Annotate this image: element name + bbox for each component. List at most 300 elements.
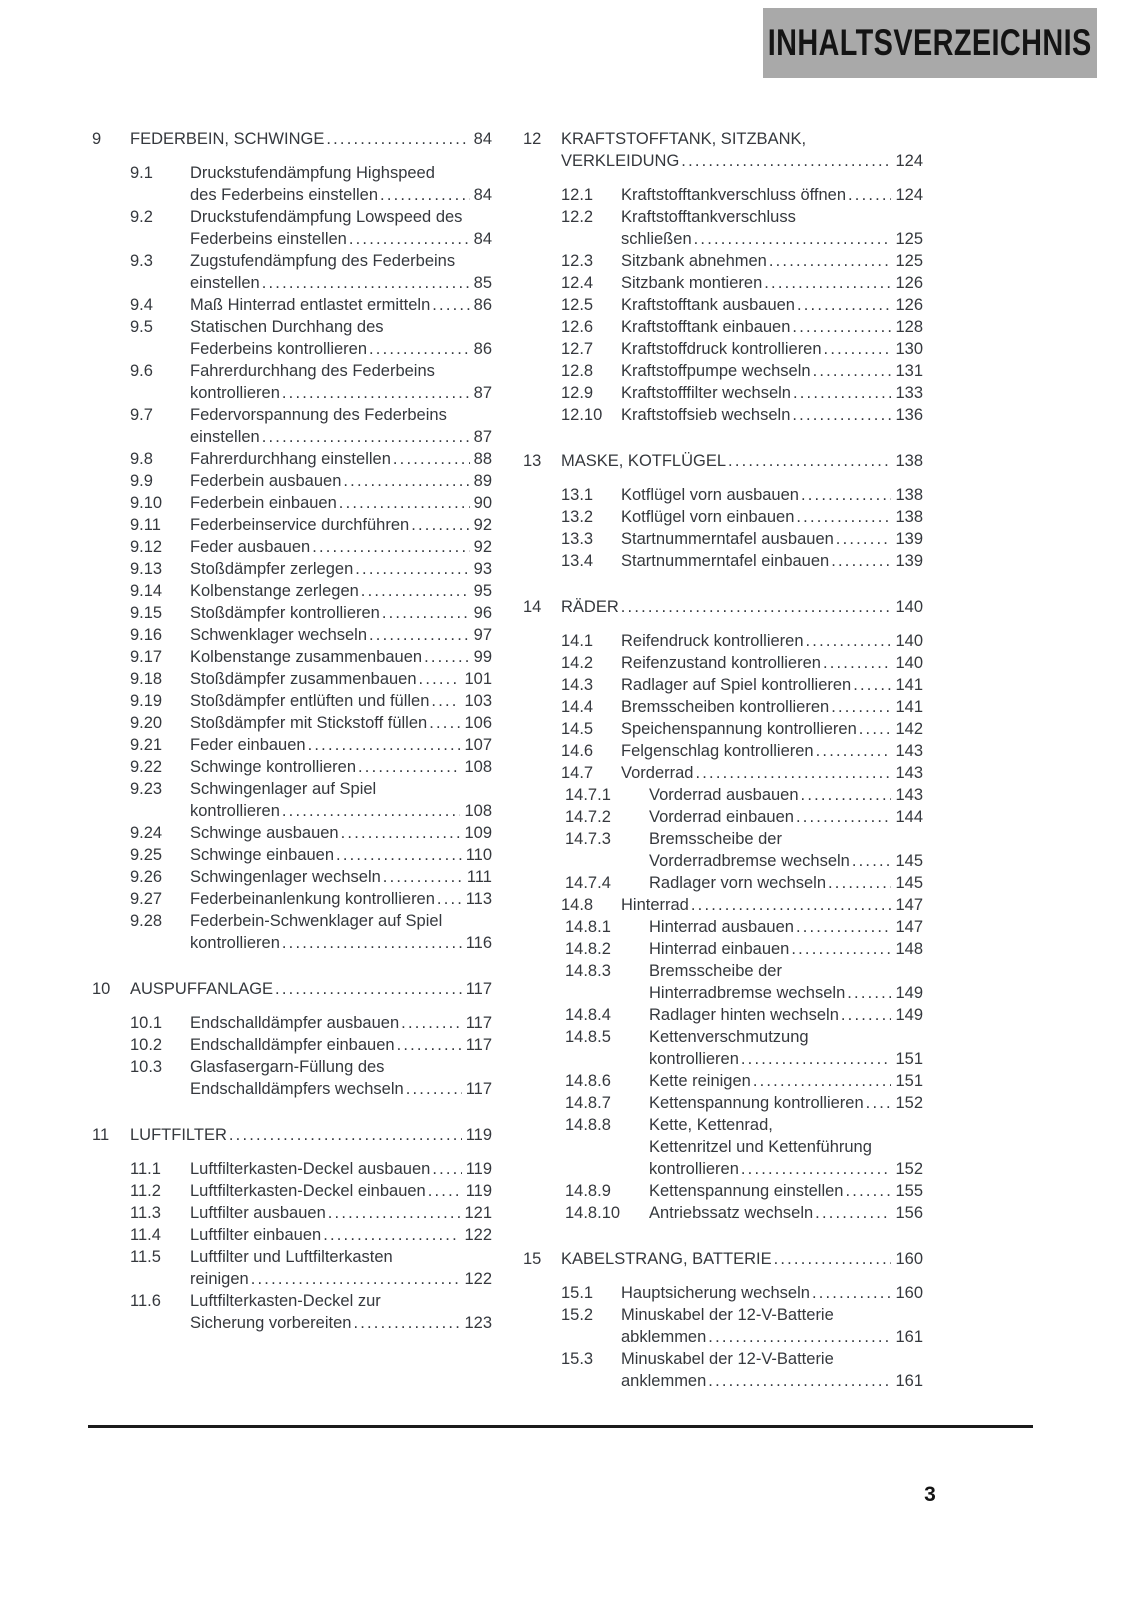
toc-entry-body (190, 404, 492, 448)
toc-section-header-title-line (561, 1248, 923, 1270)
toc-entry-title: Fahrerdurchhang einstellen (190, 450, 391, 468)
toc-entry-body (190, 250, 492, 294)
toc-entry-title: Schwenklager wechseln (190, 626, 368, 644)
toc-entry-number: 9.4 (130, 296, 153, 314)
toc-entry (565, 1070, 923, 1092)
toc-entry-title: Luftfilterkasten-Deckel einbauen (190, 1182, 426, 1200)
toc-entry-title: Kette reinigen (649, 1072, 751, 1090)
dot-leader (353, 1312, 460, 1334)
toc-entry-title: Bremsscheiben kontrollieren (621, 698, 830, 716)
toc-entry-title: Sitzbank montieren (621, 274, 763, 292)
toc-entry-body (190, 1246, 492, 1290)
toc-column-left (92, 128, 492, 1358)
toc-entry (130, 1034, 492, 1056)
toc-entry-number: 14.8.3 (565, 962, 611, 980)
dot-leader (343, 470, 469, 492)
toc-entry (130, 404, 492, 448)
toc-entry-body (190, 1202, 492, 1224)
toc-entry-title: Kolbenstange zusammenbauen (190, 648, 423, 666)
toc-entry (130, 1290, 492, 1334)
toc-section-header-title: RÄDER (561, 598, 619, 616)
toc-entry (561, 894, 923, 916)
toc-entry-title: Kraftstofftankverschluss öffnen (621, 186, 847, 204)
toc-entry-title-line (649, 806, 923, 828)
toc-entry-title-line (190, 668, 492, 690)
toc-entry-number: 9.17 (130, 648, 163, 666)
toc-entry-title: kontrollieren (190, 802, 280, 820)
dot-leader (393, 448, 470, 470)
toc-section-header-page: 140 (895, 598, 923, 616)
toc-entry (130, 712, 492, 734)
dot-leader (753, 1070, 892, 1092)
toc-entry-page: 110 (465, 846, 492, 864)
toc-section-header (523, 596, 923, 618)
toc-entry (130, 514, 492, 536)
toc-section-header-title: VERKLEIDUNG (561, 152, 680, 170)
toc-section-header-number: 9 (92, 130, 102, 148)
toc-section-header-body (561, 128, 923, 172)
toc-entry-page: 125 (895, 230, 923, 248)
toc-entry (130, 536, 492, 558)
toc-entry-title: Antriebssatz wechseln (649, 1204, 814, 1222)
toc-entry-title-line (190, 932, 492, 954)
toc-entry (561, 294, 923, 316)
toc-entry-number: 9.7 (130, 406, 153, 424)
toc-section-header-title-line (130, 128, 492, 150)
toc-entry-body (190, 822, 492, 844)
toc-entry-title-line (621, 250, 923, 272)
dot-leader (431, 690, 460, 712)
toc-section-header-page: 119 (465, 1126, 492, 1144)
toc-entry-title-line (621, 228, 923, 250)
toc-entry (130, 734, 492, 756)
toc-entry-title-line (621, 404, 923, 426)
toc-entry-title-line: Kettenverschmutzung (649, 1028, 809, 1046)
toc-entry-title: Kraftstoffdruck kontrollieren (621, 340, 822, 358)
toc-entry-title: Stoßdämpfer mit Stickstoff füllen (190, 714, 428, 732)
page-title: INHALTSVERZEICHNIS (768, 22, 1092, 63)
toc-entry-title-line: Kette, Kettenrad, (649, 1116, 773, 1134)
toc-entry-page: 130 (895, 340, 923, 358)
toc-entry-body (649, 1114, 923, 1180)
toc-entry-body (190, 316, 492, 360)
toc-entry (565, 872, 923, 894)
toc-entry-title: Luftfilterkasten-Deckel ausbauen (190, 1160, 431, 1178)
toc-entry-page: 138 (895, 508, 923, 526)
toc-entry (130, 1202, 492, 1224)
toc-entry-page: 106 (464, 714, 492, 732)
toc-entry-number: 9.24 (130, 824, 163, 842)
toc-entry (130, 1012, 492, 1034)
toc-entry-page: 143 (895, 786, 923, 804)
toc-entry-title-line (649, 1202, 923, 1224)
toc-entry (130, 316, 492, 360)
toc-entry-title-line (190, 492, 492, 514)
toc-entry-body (621, 404, 923, 426)
dot-leader (282, 382, 470, 404)
toc-entry-title-line (649, 1070, 923, 1092)
toc-entry (561, 506, 923, 528)
dot-leader (852, 850, 892, 872)
toc-entry-number: 9.26 (130, 868, 163, 886)
dot-leader (836, 528, 892, 550)
toc-entry-title-line (621, 506, 923, 528)
dot-leader (432, 294, 469, 316)
toc-entry-number: 9.14 (130, 582, 163, 600)
toc-entry-body (649, 1004, 923, 1026)
toc-entry (130, 756, 492, 778)
toc-entry-title: Kotflügel vorn ausbauen (621, 486, 799, 504)
toc-entry (561, 528, 923, 550)
toc-entry-title-line (621, 652, 923, 674)
toc-entry (130, 888, 492, 910)
toc-entry-body (190, 162, 492, 206)
toc-entry-body (621, 528, 923, 550)
toc-entry (561, 484, 923, 506)
toc-section-header-page: 124 (895, 152, 923, 170)
toc-section-header-number: 15 (523, 1250, 542, 1268)
toc-entry-page: 141 (895, 698, 923, 716)
dot-leader (341, 822, 461, 844)
dot-leader (824, 338, 892, 360)
toc-entry (130, 294, 492, 316)
toc-entry (130, 602, 492, 624)
toc-entry (561, 250, 923, 272)
toc-entry-body (190, 558, 492, 580)
toc-entry-title: Vorderrad ausbauen (649, 786, 799, 804)
toc-entry (561, 718, 923, 740)
toc-entry-title-line: Federvorspannung des Federbeins (190, 406, 447, 424)
dot-leader (349, 228, 470, 250)
toc-entry-title-line: Luftfilter und Luftfilterkasten (190, 1248, 393, 1266)
toc-entry-body (649, 872, 923, 894)
toc-entry-title: Radlager hinten wechseln (649, 1006, 839, 1024)
toc-entry-page: 161 (895, 1328, 923, 1346)
toc-entry-body (190, 624, 492, 646)
toc-entry-title-line: Zugstufendämpfung des Federbeins (190, 252, 456, 270)
toc-entry-body (190, 448, 492, 470)
toc-entry-title-line (621, 740, 923, 762)
toc-entry-page: 117 (465, 1080, 492, 1098)
toc-entry-title: einstellen (190, 274, 260, 292)
toc-entry-body (190, 1180, 492, 1202)
toc-entry-number: 9.21 (130, 736, 163, 754)
toc-entry-title: einstellen (190, 428, 260, 446)
toc-entry-title-line: Druckstufendämpfung Lowspeed des (190, 208, 463, 226)
toc-entry-number: 9.20 (130, 714, 163, 732)
toc-entry-number: 14.7.2 (565, 808, 611, 826)
toc-entry-page: 156 (895, 1204, 923, 1222)
toc-entry-body (621, 696, 923, 718)
dot-leader (846, 1180, 892, 1202)
toc-section-header-page: 160 (895, 1250, 923, 1268)
toc-entry-title-line: Schwingenlager auf Spiel (190, 780, 377, 798)
toc-section-header-body (130, 1124, 492, 1146)
dot-leader (437, 888, 462, 910)
dot-leader (691, 894, 892, 916)
dot-leader (847, 982, 891, 1004)
dot-leader (424, 646, 470, 668)
toc-entry (130, 1180, 492, 1202)
toc-entry-page: 160 (895, 1284, 923, 1302)
dot-leader (361, 580, 470, 602)
toc-entry-title: schließen (621, 230, 692, 248)
toc-section-header-body (561, 596, 923, 618)
toc-section-header-page: 84 (473, 130, 492, 148)
toc-entry (561, 272, 923, 294)
dot-leader (741, 1158, 892, 1180)
toc-section-header-title: KABELSTRANG, BATTERIE (561, 1250, 772, 1268)
toc-entry-page: 85 (473, 274, 492, 292)
toc-entry-title: Stoßdämpfer entlüften und füllen (190, 692, 430, 710)
toc-entry-title-line: Glasfasergarn-Füllung des (190, 1058, 385, 1076)
toc-entry-number: 15.2 (561, 1306, 594, 1324)
toc-section-header (92, 978, 492, 1000)
toc-entry-number: 12.5 (561, 296, 594, 314)
toc-entry-body (621, 484, 923, 506)
toc-entry-body (190, 734, 492, 756)
toc-entry (130, 778, 492, 822)
toc-entry-page: 131 (895, 362, 923, 380)
toc-entry-title: Stoßdämpfer kontrollieren (190, 604, 380, 622)
toc-entry-title-line: Minuskabel der 12-V-Batterie (621, 1306, 834, 1324)
toc-entry-page: 141 (895, 676, 923, 694)
toc-entry (130, 448, 492, 470)
toc-entry-page: 151 (895, 1072, 923, 1090)
dot-leader (681, 150, 891, 172)
toc-entry (130, 1224, 492, 1246)
toc-entry (130, 1056, 492, 1100)
toc-entry-number: 14.7.4 (565, 874, 611, 892)
dot-leader (355, 558, 469, 580)
dot-leader (339, 492, 470, 514)
toc-entry (130, 558, 492, 580)
dot-leader (411, 514, 469, 536)
dot-leader (428, 1180, 462, 1202)
toc-entry-body (190, 844, 492, 866)
dot-leader (812, 1282, 892, 1304)
dot-leader (229, 1124, 462, 1146)
toc-entry-body (190, 712, 492, 734)
toc-entry-page: 111 (466, 868, 492, 886)
toc-entry-title: Hinterrad (621, 896, 689, 914)
dot-leader (323, 1224, 460, 1246)
toc-entry-page: 126 (895, 274, 923, 292)
toc-entry-title: Feder ausbauen (190, 538, 311, 556)
toc-entry-title-line (190, 1180, 492, 1202)
toc-entry-title: Kolbenstange zerlegen (190, 582, 359, 600)
toc-entry-number: 14.7.1 (565, 786, 611, 804)
dot-leader (848, 184, 891, 206)
toc-entry-body (621, 762, 923, 784)
toc-entry-body (621, 382, 923, 404)
toc-entry-title-line (190, 844, 492, 866)
toc-entry-title-line: Federbein-Schwenklager auf Spiel (190, 912, 443, 930)
toc-entry-title-line (621, 674, 923, 696)
toc-entry (130, 162, 492, 206)
dot-leader (401, 1012, 462, 1034)
toc-entry-number: 9.23 (130, 780, 163, 798)
dot-leader (859, 718, 892, 740)
toc-entry-page: 161 (895, 1372, 923, 1390)
toc-entry (561, 206, 923, 250)
toc-entry-page: 101 (464, 670, 492, 688)
toc-entry-title-line (190, 426, 492, 448)
toc-entry (565, 784, 923, 806)
toc-entry-title-line (190, 690, 492, 712)
toc-entry-body (649, 1180, 923, 1202)
toc-entry-page: 108 (464, 758, 492, 776)
toc-entry-number: 12.4 (561, 274, 594, 292)
toc-entry-number: 14.2 (561, 654, 594, 672)
toc-entry-number: 10.3 (130, 1058, 163, 1076)
toc-entry-title-line (190, 800, 492, 822)
toc-entry-page: 109 (464, 824, 492, 842)
toc-entry-page: 92 (473, 516, 492, 534)
dot-leader (866, 1092, 892, 1114)
toc-section-header-title-line (561, 450, 923, 472)
toc-entry-page: 152 (895, 1094, 923, 1112)
toc-entry-title-line (621, 762, 923, 784)
toc-entry-body (190, 294, 492, 316)
toc-entry-title: Reifendruck kontrollieren (621, 632, 804, 650)
toc-section (523, 596, 923, 1224)
toc-entry-title: des Federbeins einstellen (190, 186, 379, 204)
dot-leader (774, 1248, 892, 1270)
toc-entry-body (621, 316, 923, 338)
dot-leader (369, 624, 470, 646)
toc-entry-body (649, 938, 923, 960)
toc-entry-body (190, 690, 492, 712)
toc-entry-page: 87 (473, 428, 492, 446)
toc-entry-page: 128 (895, 318, 923, 336)
toc-entry-body (190, 1034, 492, 1056)
dot-leader (769, 250, 892, 272)
toc-entry-title: Schwinge kontrollieren (190, 758, 357, 776)
dot-leader (708, 1326, 891, 1348)
toc-entry-body (621, 550, 923, 572)
toc-entry-page: 145 (895, 852, 923, 870)
dot-leader (815, 1202, 891, 1224)
toc-entry-title: Kraftstoffsieb wechseln (621, 406, 791, 424)
toc-entry-title-line (190, 822, 492, 844)
toc-entry-title-line: Luftfilterkasten-Deckel zur (190, 1292, 381, 1310)
toc-entry-number: 9.1 (130, 164, 153, 182)
toc-section-header-number: 10 (92, 980, 111, 998)
toc-entry-number: 9.18 (130, 670, 163, 688)
dot-leader (251, 1268, 461, 1290)
toc-entry-page: 140 (895, 632, 923, 650)
toc-entry-page: 117 (465, 1036, 492, 1054)
dot-leader (801, 784, 892, 806)
toc-entry-title-line (190, 448, 492, 470)
toc-entry-title: Stoßdämpfer zusammenbauen (190, 670, 417, 688)
toc-entry-page: 99 (473, 648, 492, 666)
toc-entry-page: 96 (473, 604, 492, 622)
toc-entry-title: kontrollieren (190, 934, 280, 952)
toc-entry-page: 88 (473, 450, 492, 468)
toc-entry-page: 86 (473, 340, 492, 358)
dot-leader (312, 536, 469, 558)
toc-entry (561, 338, 923, 360)
toc-entry-body (621, 718, 923, 740)
toc-entry-title-line (190, 1312, 492, 1334)
toc-entry-title: Federbein ausbauen (190, 472, 342, 490)
toc-entry-title-line: Bremsscheibe der (649, 962, 782, 980)
toc-entry-title: Maß Hinterrad entlastet ermitteln (190, 296, 431, 314)
toc-section (523, 128, 923, 426)
toc-entry (565, 1092, 923, 1114)
toc-entry-title: Luftfilter einbauen (190, 1226, 322, 1244)
toc-entry-page: 152 (895, 1160, 923, 1178)
toc-entry (565, 938, 923, 960)
toc-entry (561, 652, 923, 674)
toc-entry-title-line (621, 184, 923, 206)
toc-entry-number: 12.7 (561, 340, 594, 358)
toc-entry-number: 14.1 (561, 632, 594, 650)
toc-entry-page: 97 (473, 626, 492, 644)
toc-section-header-page: 117 (465, 980, 492, 998)
toc-section-header-title: MASKE, KOTFLÜGEL (561, 452, 727, 470)
toc-entry-body (621, 1348, 923, 1392)
toc-entry-title-line (190, 712, 492, 734)
dot-leader (326, 128, 469, 150)
toc-section-header-body (130, 978, 492, 1000)
toc-entry-number: 15.1 (561, 1284, 594, 1302)
toc-entry-title-line (621, 696, 923, 718)
toc-entry-title-line (190, 1034, 492, 1056)
toc-entry (130, 624, 492, 646)
toc-entry-title-line (190, 514, 492, 536)
toc-entry-title-line (190, 272, 492, 294)
dot-leader (813, 360, 892, 382)
toc-section-header-title: AUSPUFFANLAGE (130, 980, 274, 998)
dot-leader (791, 938, 891, 960)
toc-section (92, 1124, 492, 1334)
toc-entry-title-line (621, 528, 923, 550)
dot-leader (358, 756, 460, 778)
dot-leader (308, 734, 461, 756)
toc-entry-title-line (649, 916, 923, 938)
toc-entry-body (649, 806, 923, 828)
toc-entry-number: 9.3 (130, 252, 153, 270)
toc-entry (130, 492, 492, 514)
toc-entry-page: 107 (464, 736, 492, 754)
toc-entry-body (621, 206, 923, 250)
toc-entry-body (190, 1224, 492, 1246)
toc-entry (561, 404, 923, 426)
toc-entry (130, 646, 492, 668)
toc-entry-body (190, 580, 492, 602)
toc-section-header-number: 11 (92, 1126, 110, 1144)
dot-leader (801, 484, 892, 506)
toc-entry-number: 9.12 (130, 538, 163, 556)
toc-section (523, 450, 923, 572)
toc-entry-number: 12.1 (561, 186, 594, 204)
toc-entry-title: Kraftstofffilter wechseln (621, 384, 791, 402)
toc-entry-title-line: Druckstufendämpfung Highspeed (190, 164, 435, 182)
toc-entry-title-line (190, 294, 492, 316)
toc-entry-body (621, 1304, 923, 1348)
toc-section-header (523, 450, 923, 472)
toc-section-header-page: 138 (895, 452, 923, 470)
toc-entry-title: abklemmen (621, 1328, 707, 1346)
toc-entry-page: 143 (895, 764, 923, 782)
dot-leader (792, 404, 891, 426)
dot-leader (728, 450, 891, 472)
toc-entry-body (190, 1290, 492, 1334)
toc-entry (130, 866, 492, 888)
